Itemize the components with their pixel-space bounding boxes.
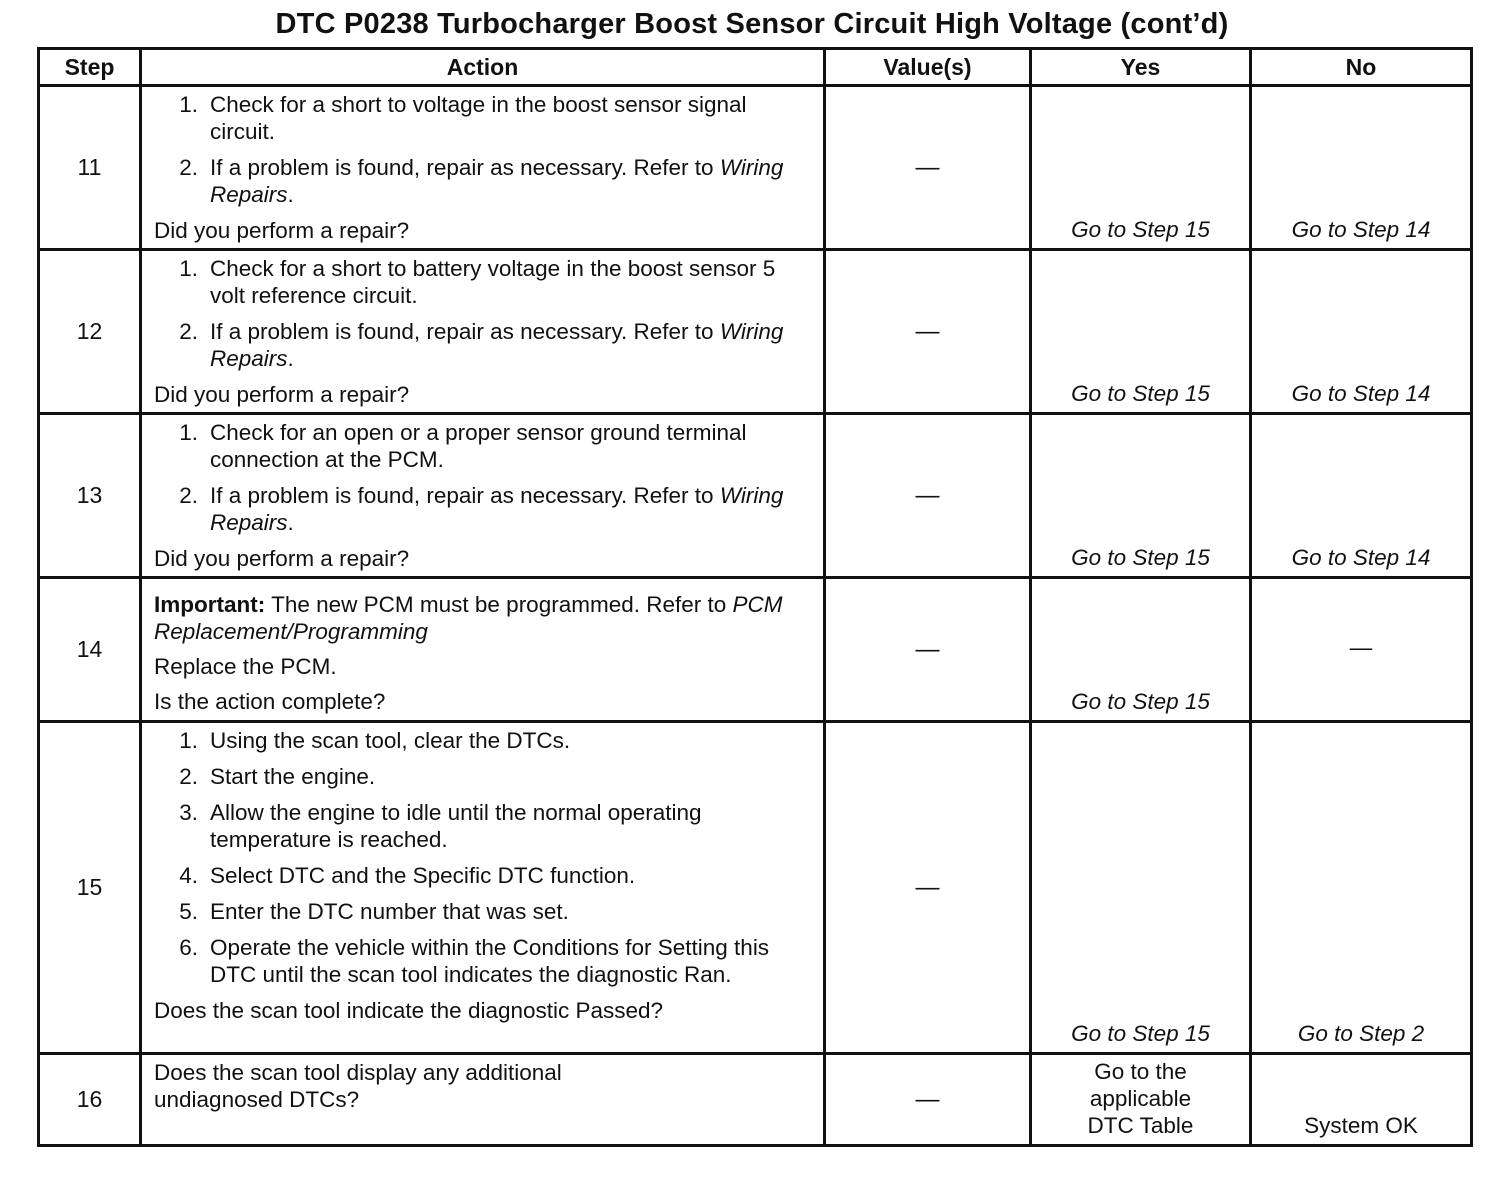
action-steps [154, 727, 813, 988]
action-cell [141, 86, 825, 250]
pcm-replacement-reference: PCM Replacement/Programming [154, 592, 783, 644]
no-cell: System OK [1251, 1054, 1472, 1146]
no-cell: Go to Step 2 [1251, 722, 1472, 1054]
header-values: Value(s) [825, 49, 1031, 86]
action-step: 4. Select DTC and the Specific DTC function. [179, 863, 636, 888]
action-question: Did you perform a repair? [154, 382, 410, 407]
diagnostic-table [37, 47, 1473, 1147]
no-cell: Go to Step 14 [1251, 86, 1472, 250]
action-step: 1. Check for an open or a proper sensor ground terminal connection at the PCM. [179, 420, 747, 472]
action-question: Is the action complete? [154, 689, 386, 714]
table-row [39, 86, 1472, 250]
header-action: Action [141, 49, 825, 86]
step-number: 15 [39, 722, 141, 1054]
step-number: 14 [39, 578, 141, 722]
value-cell: — [825, 722, 1031, 1054]
value-cell: — [825, 250, 1031, 414]
action-step: 5. Enter the DTC number that was set. [179, 899, 569, 924]
action-step: 2. If a problem is found, repair as necessary. Refer to Wiring Repairs. [179, 483, 784, 535]
value-cell: — [825, 86, 1031, 250]
action-cell [141, 722, 825, 1054]
yes-cell: Go to Step 15 [1031, 722, 1251, 1054]
step-number: 12 [39, 250, 141, 414]
table-row [39, 722, 1472, 1054]
header-no: No [1251, 49, 1472, 86]
step-number: 13 [39, 414, 141, 578]
wiring-repairs-reference: Wiring Repairs [210, 319, 784, 371]
step-number: 16 [39, 1054, 141, 1146]
action-step: 6. Operate the vehicle within the Conditions for Setting this DTC until the scan tool indicates the diagnostic Ran. [179, 935, 770, 987]
action-step: 1. Using the scan tool, clear the DTCs. [179, 728, 571, 753]
action-step: 2. If a problem is found, repair as necessary. Refer to Wiring Repairs. [179, 319, 784, 371]
action-step: 1. Check for a short to voltage in the boost sensor signal circuit. [179, 92, 747, 144]
table-row [39, 250, 1472, 414]
yes-cell: Go to Step 15 [1031, 578, 1251, 722]
value-cell: — [825, 1054, 1031, 1146]
action-steps [154, 419, 813, 536]
yes-cell: Go to Step 15 [1031, 86, 1251, 250]
action-step: 2. Start the engine. [179, 764, 376, 789]
page-title: DTC P0238 Turbocharger Boost Sensor Circuit High Voltage (cont’d) [275, 8, 1229, 40]
action-steps [154, 91, 813, 208]
header-step: Step [39, 49, 141, 86]
table-row [39, 1054, 1472, 1146]
value-cell: — [825, 578, 1031, 722]
wiring-repairs-reference: Wiring Repairs [210, 155, 784, 207]
no-cell: Go to Step 14 [1251, 250, 1472, 414]
no-cell: Go to Step 14 [1251, 414, 1472, 578]
action-cell [141, 250, 825, 414]
action-question: Did you perform a repair? [154, 546, 410, 571]
yes-cell: Go to Step 15 [1031, 250, 1251, 414]
value-cell: — [825, 414, 1031, 578]
important-label: Important: [154, 592, 266, 617]
action-cell [141, 578, 825, 722]
action-instruction: Replace the PCM. [154, 654, 337, 679]
table-row [39, 414, 1472, 578]
action-question: Did you perform a repair? [154, 218, 410, 243]
no-cell: — [1251, 578, 1472, 722]
action-cell [141, 1054, 825, 1146]
yes-cell: Go to Step 15 [1031, 414, 1251, 578]
yes-cell: Go to the applicable DTC Table [1031, 1054, 1251, 1146]
step-number: 11 [39, 86, 141, 250]
header-yes: Yes [1031, 49, 1251, 86]
action-question: Does the scan tool indicate the diagnostic Passed? [154, 998, 664, 1023]
action-steps [154, 255, 813, 372]
action-step: 2. If a problem is found, repair as necessary. Refer to Wiring Repairs. [179, 155, 784, 207]
action-step: 1. Check for a short to battery voltage in the boost sensor 5 volt reference circuit. [179, 256, 776, 308]
table-header-row [39, 49, 1472, 86]
action-step: 3. Allow the engine to idle until the normal operating temperature is reached. [179, 800, 702, 852]
table-row [39, 578, 1472, 722]
action-question: Does the scan tool display any additional undiagnosed DTCs? [154, 1060, 562, 1112]
action-cell [141, 414, 825, 578]
wiring-repairs-reference: Wiring Repairs [210, 483, 784, 535]
important-note: Important: The new PCM must be programmed. Refer to PCM Replacement/Programming [154, 592, 783, 644]
